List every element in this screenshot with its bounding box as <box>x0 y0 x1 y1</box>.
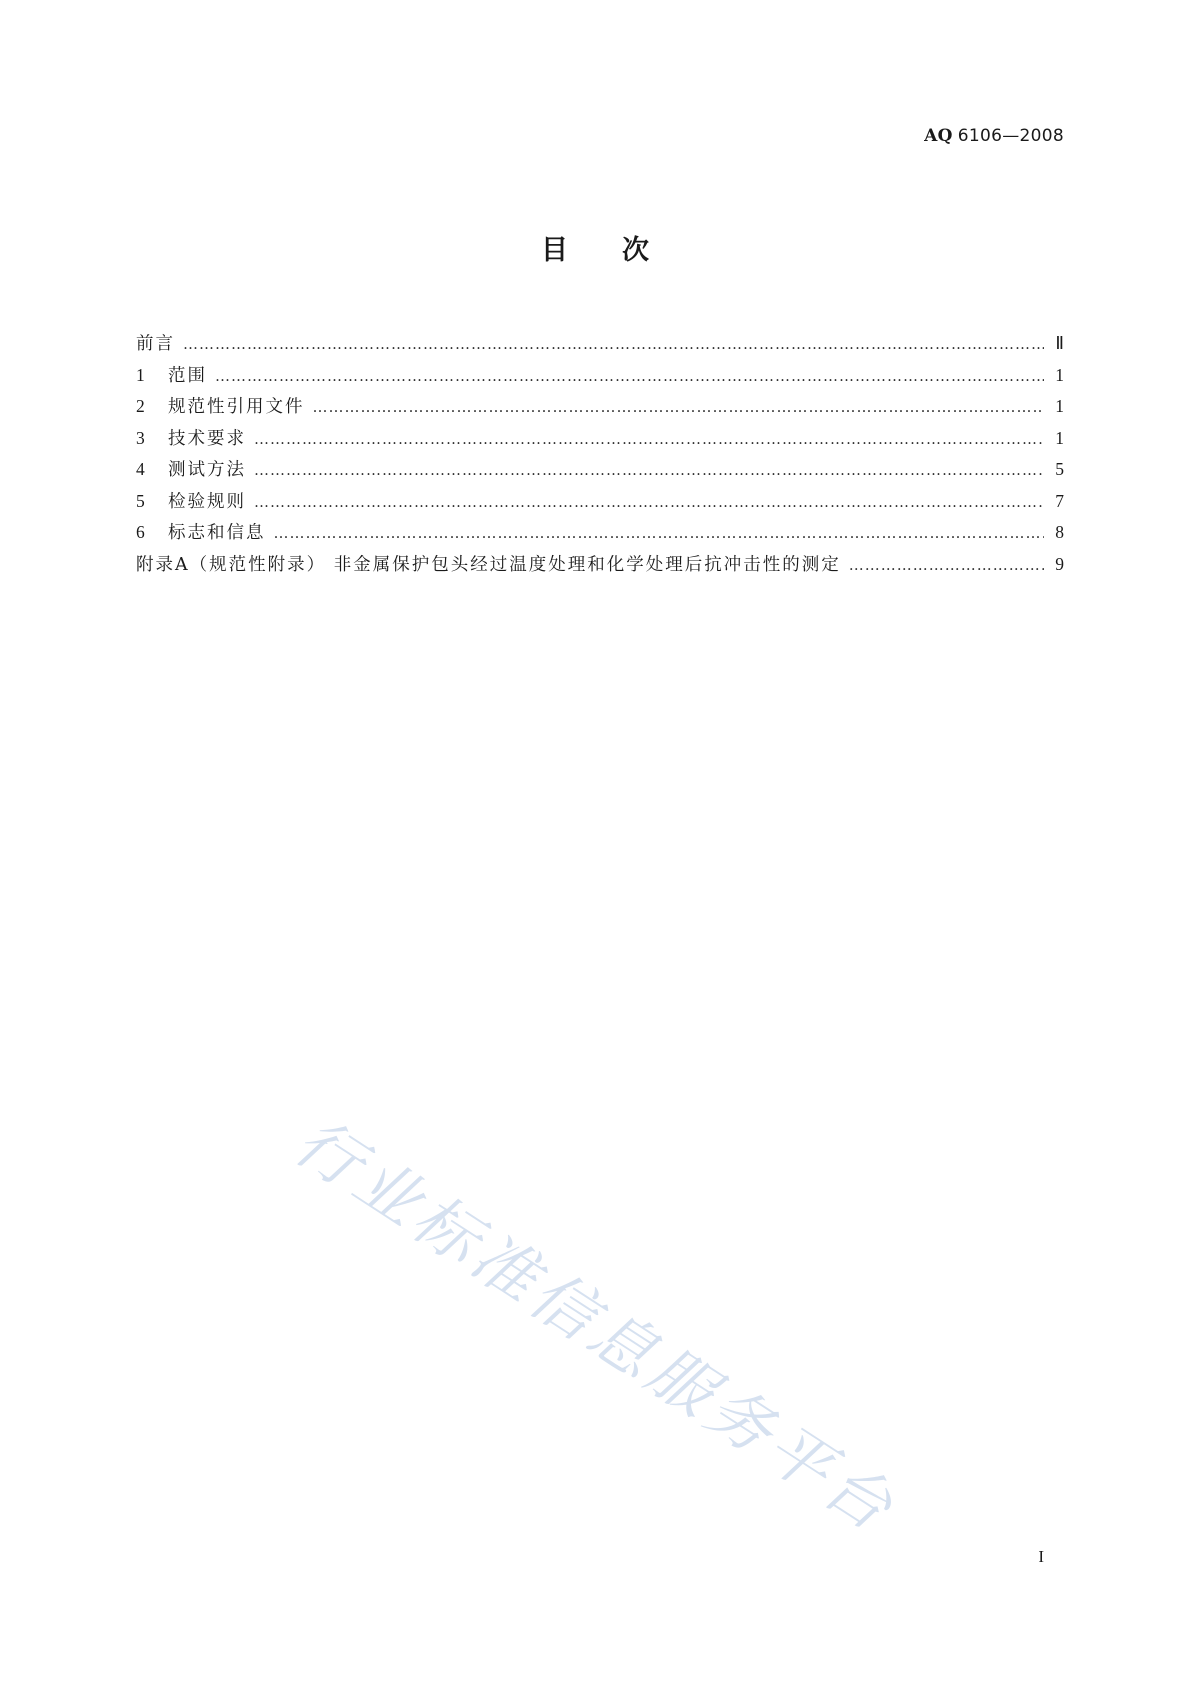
toc-entry-number: 4 <box>136 459 145 479</box>
page-title: 目次 <box>541 235 703 266</box>
toc-entry-label: 检验规则 <box>168 491 246 512</box>
toc-leader-dots <box>254 430 1044 448</box>
toc-leader-dots <box>254 461 1044 479</box>
toc-entry-technical-requirements[interactable] <box>136 425 1064 457</box>
toc-entry-number: 3 <box>136 427 145 448</box>
toc-entry-page: 1 <box>1055 364 1064 385</box>
toc-entry-number: 5 <box>136 490 145 511</box>
toc-entry-page: 1 <box>1055 396 1064 416</box>
toc-entry-label: 前言 <box>136 334 175 354</box>
toc-leader-dots <box>313 398 1045 416</box>
toc-entry-normative-references[interactable] <box>136 393 1064 425</box>
toc-entry-label: 范围 <box>168 365 207 386</box>
page-number: I <box>1038 1547 1044 1566</box>
toc-leader-dots <box>183 335 1044 353</box>
toc-entry-label: 技术要求 <box>168 428 246 449</box>
toc-entry-page: 9 <box>1055 553 1064 574</box>
toc-entry-foreword[interactable] <box>136 330 1064 362</box>
toc-entry-page: 8 <box>1055 522 1064 542</box>
watermark-text: 行业标准信息服务平台 <box>281 1105 909 1549</box>
table-of-contents <box>136 330 1064 582</box>
toc-entry-page: 1 <box>1055 427 1064 448</box>
toc-entry-label: 规范性引用文件 <box>168 397 305 417</box>
standard-code <box>924 126 1064 146</box>
toc-entry-test-methods[interactable] <box>136 456 1064 488</box>
standard-number: 6106—2008 <box>957 126 1064 146</box>
toc-entry-page: 5 <box>1055 459 1064 479</box>
toc-entry-number: 2 <box>136 396 145 416</box>
toc-entry-label: 附录A（规范性附录） 非金属保护包头经过温度处理和化学处理后抗冲击性的测定 <box>136 554 841 575</box>
toc-entry-page: Ⅱ <box>1055 333 1064 353</box>
toc-leader-dots <box>849 556 1044 574</box>
toc-entry-scope[interactable] <box>136 362 1064 394</box>
toc-entry-number: 6 <box>136 522 145 542</box>
toc-leader-dots <box>254 493 1044 511</box>
toc-leader-dots <box>215 367 1044 385</box>
toc-entry-annex-a[interactable] <box>136 551 1064 583</box>
toc-entry-inspection-rules[interactable] <box>136 488 1064 520</box>
toc-entry-number: 1 <box>136 364 145 385</box>
toc-entry-marking-information[interactable] <box>136 519 1064 551</box>
toc-entry-label: 测试方法 <box>168 460 246 480</box>
toc-leader-dots <box>274 524 1045 542</box>
toc-entry-label: 标志和信息 <box>168 523 266 543</box>
toc-entry-page: 7 <box>1055 490 1064 511</box>
standard-prefix: AQ <box>924 126 953 146</box>
